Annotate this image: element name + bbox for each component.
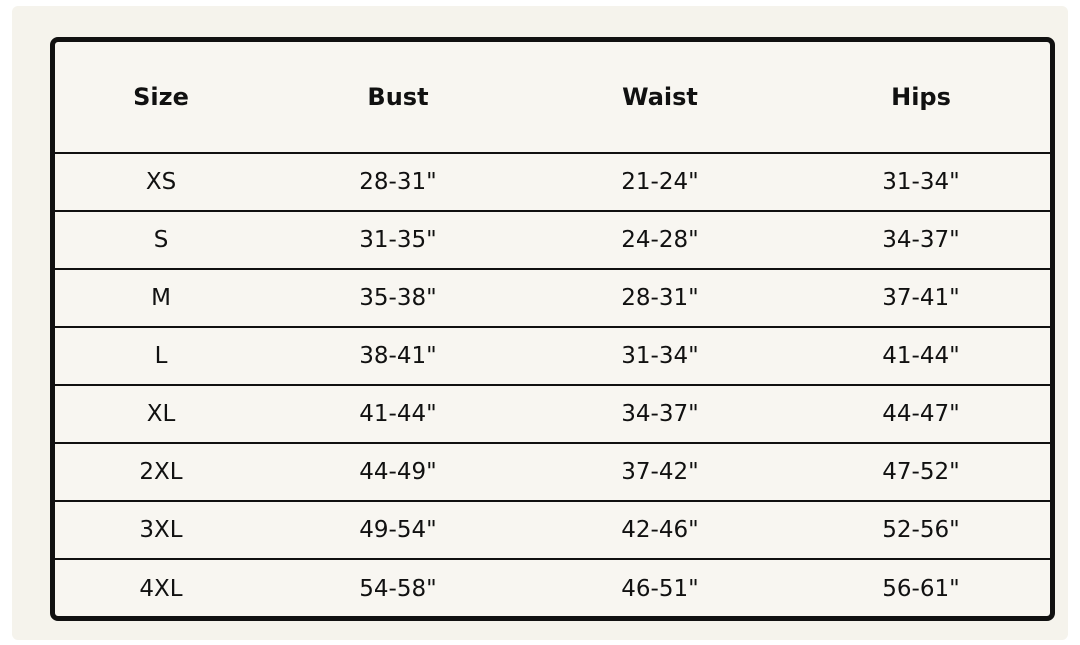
header-size: Size [133, 83, 189, 111]
table-row [55, 502, 1050, 560]
hips-cell: 34-37" [882, 226, 960, 253]
hips-cell: 52-56" [882, 516, 960, 543]
table-row [55, 154, 1050, 212]
hips-cell: 56-61" [882, 575, 960, 602]
hips-cell: 31-34" [882, 168, 960, 195]
bust-cell: 28-31" [359, 168, 437, 195]
waist-cell: 31-34" [621, 342, 699, 369]
size-cell: 4XL [139, 575, 183, 602]
waist-cell: 37-42" [621, 458, 699, 485]
size-chart-table [50, 37, 1055, 621]
waist-cell: 46-51" [621, 575, 699, 602]
table-row [55, 444, 1050, 502]
bust-cell: 38-41" [359, 342, 437, 369]
table-row [55, 560, 1050, 618]
table-row [55, 328, 1050, 386]
table-row [55, 270, 1050, 328]
size-cell: XL [146, 400, 176, 427]
hips-cell: 37-41" [882, 284, 960, 311]
waist-cell: 34-37" [621, 400, 699, 427]
size-cell: M [151, 284, 171, 311]
bust-cell: 54-58" [359, 575, 437, 602]
table-row [55, 212, 1050, 270]
bust-cell: 44-49" [359, 458, 437, 485]
waist-cell: 21-24" [621, 168, 699, 195]
size-chart-card [12, 6, 1068, 640]
size-cell: 2XL [139, 458, 183, 485]
hips-cell: 41-44" [882, 342, 960, 369]
hips-cell: 44-47" [882, 400, 960, 427]
waist-cell: 42-46" [621, 516, 699, 543]
hips-cell: 47-52" [882, 458, 960, 485]
table-header-row [55, 42, 1050, 154]
size-cell: S [153, 226, 169, 253]
header-waist: Waist [622, 83, 698, 111]
size-cell: 3XL [139, 516, 183, 543]
bust-cell: 49-54" [359, 516, 437, 543]
bust-cell: 35-38" [359, 284, 437, 311]
bust-cell: 41-44" [359, 400, 437, 427]
header-hips: Hips [891, 83, 951, 111]
bust-cell: 31-35" [359, 226, 437, 253]
waist-cell: 24-28" [621, 226, 699, 253]
size-cell: L [154, 342, 168, 369]
table-row [55, 386, 1050, 444]
waist-cell: 28-31" [621, 284, 699, 311]
size-cell: XS [145, 168, 177, 195]
header-bust: Bust [367, 83, 429, 111]
